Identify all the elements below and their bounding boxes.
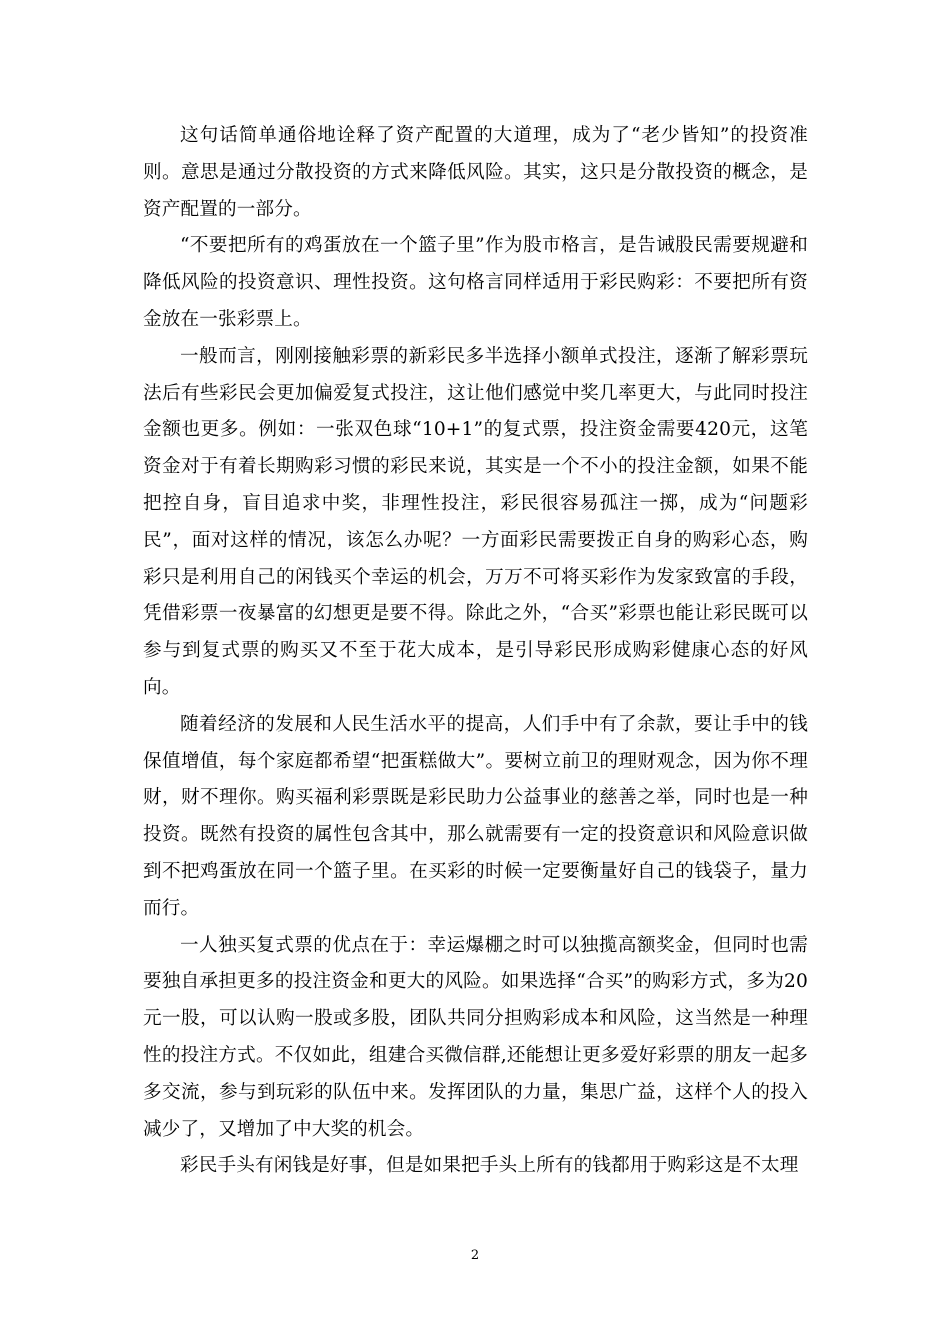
body-text xyxy=(143,118,808,1185)
paragraph-2: “不要把所有的鸡蛋放在一个篮子里”作为股市格言，是告诫股民需要规避和降低风险的投资意识、理性投资。这句格言同样适用于彩民购彩：不要把所有资金放在一张彩票上。 xyxy=(143,235,808,330)
paragraph-5: 一人独买复式票的优点在于：幸运爆棚之时可以独揽高额奖金，但同时也需要独自承担更多的投注资金和更大的风险。如果选择“合买”的购彩方式，多为20元一股，可以认购一股或多股，团队共同分担购彩成本和风险，这当然是一种理性的投注方式。不仅如此，组建合买微信群,还能想让更多爱好彩票的朋友一起多多交流，参与到玩彩的队伍中来。发挥团队的力量，集思广益，这样个人的投入减少了，又增加了中大奖的机会。 xyxy=(143,934,808,1140)
paragraph-4: 随着经济的发展和人民生活水平的提高，人们手中有了余款，要让手中的钱保值增值，每个家庭都希望“把蛋糕做大”。要树立前卫的理财观念，因为你不理财，财不理你。购买福利彩票既是彩民助力公益事业的慈善之举，同时也是一种投资。既然有投资的属性包含其中，那么就需要有一定的投资意识和风险意识做到不把鸡蛋放在同一个篮子里。在买彩的时候一定要衡量好自己的钱袋子，量力而行。 xyxy=(143,713,808,919)
page-number: 2 xyxy=(470,1248,480,1263)
paragraph-3: 一般而言，刚刚接触彩票的新彩民多半选择小额单式投注，逐渐了解彩票玩法后有些彩民会更加偏爱复式投注，这让他们感觉中奖几率更大，与此同时投注金额也更多。例如：一张双色球“10+1”的复式票，投注资金需要420元，这笔资金对于有着长期购彩习惯的彩民来说，其实是一个不小的投注金额，如果不能把控自身，盲目追求中奖，非理性投注，彩民很容易孤注一掷，成为“问题彩民”，面对这样的情况，该怎么办呢？一方面彩民需要拨正自身的购彩心态，购彩只是利用自己的闲钱买个幸运的机会，万万不可将买彩作为发家致富的手段，凭借彩票一夜暴富的幻想更是要不得。除此之外，“合买”彩票也能让彩民既可以参与到复式票的购买又不至于花大成本，是引导彩民形成购彩健康心态的好风向。 xyxy=(143,345,808,698)
paragraph-1: 这句话简单通俗地诠释了资产配置的大道理，成为了“老少皆知”的投资准则。意思是通过分散投资的方式来降低风险。其实，这只是分散投资的概念，是资产配置的一部分。 xyxy=(143,125,808,220)
paragraph-6: 彩民手头有闲钱是好事，但是如果把手头上所有的钱都用于购彩这是不太理 xyxy=(180,1155,799,1177)
